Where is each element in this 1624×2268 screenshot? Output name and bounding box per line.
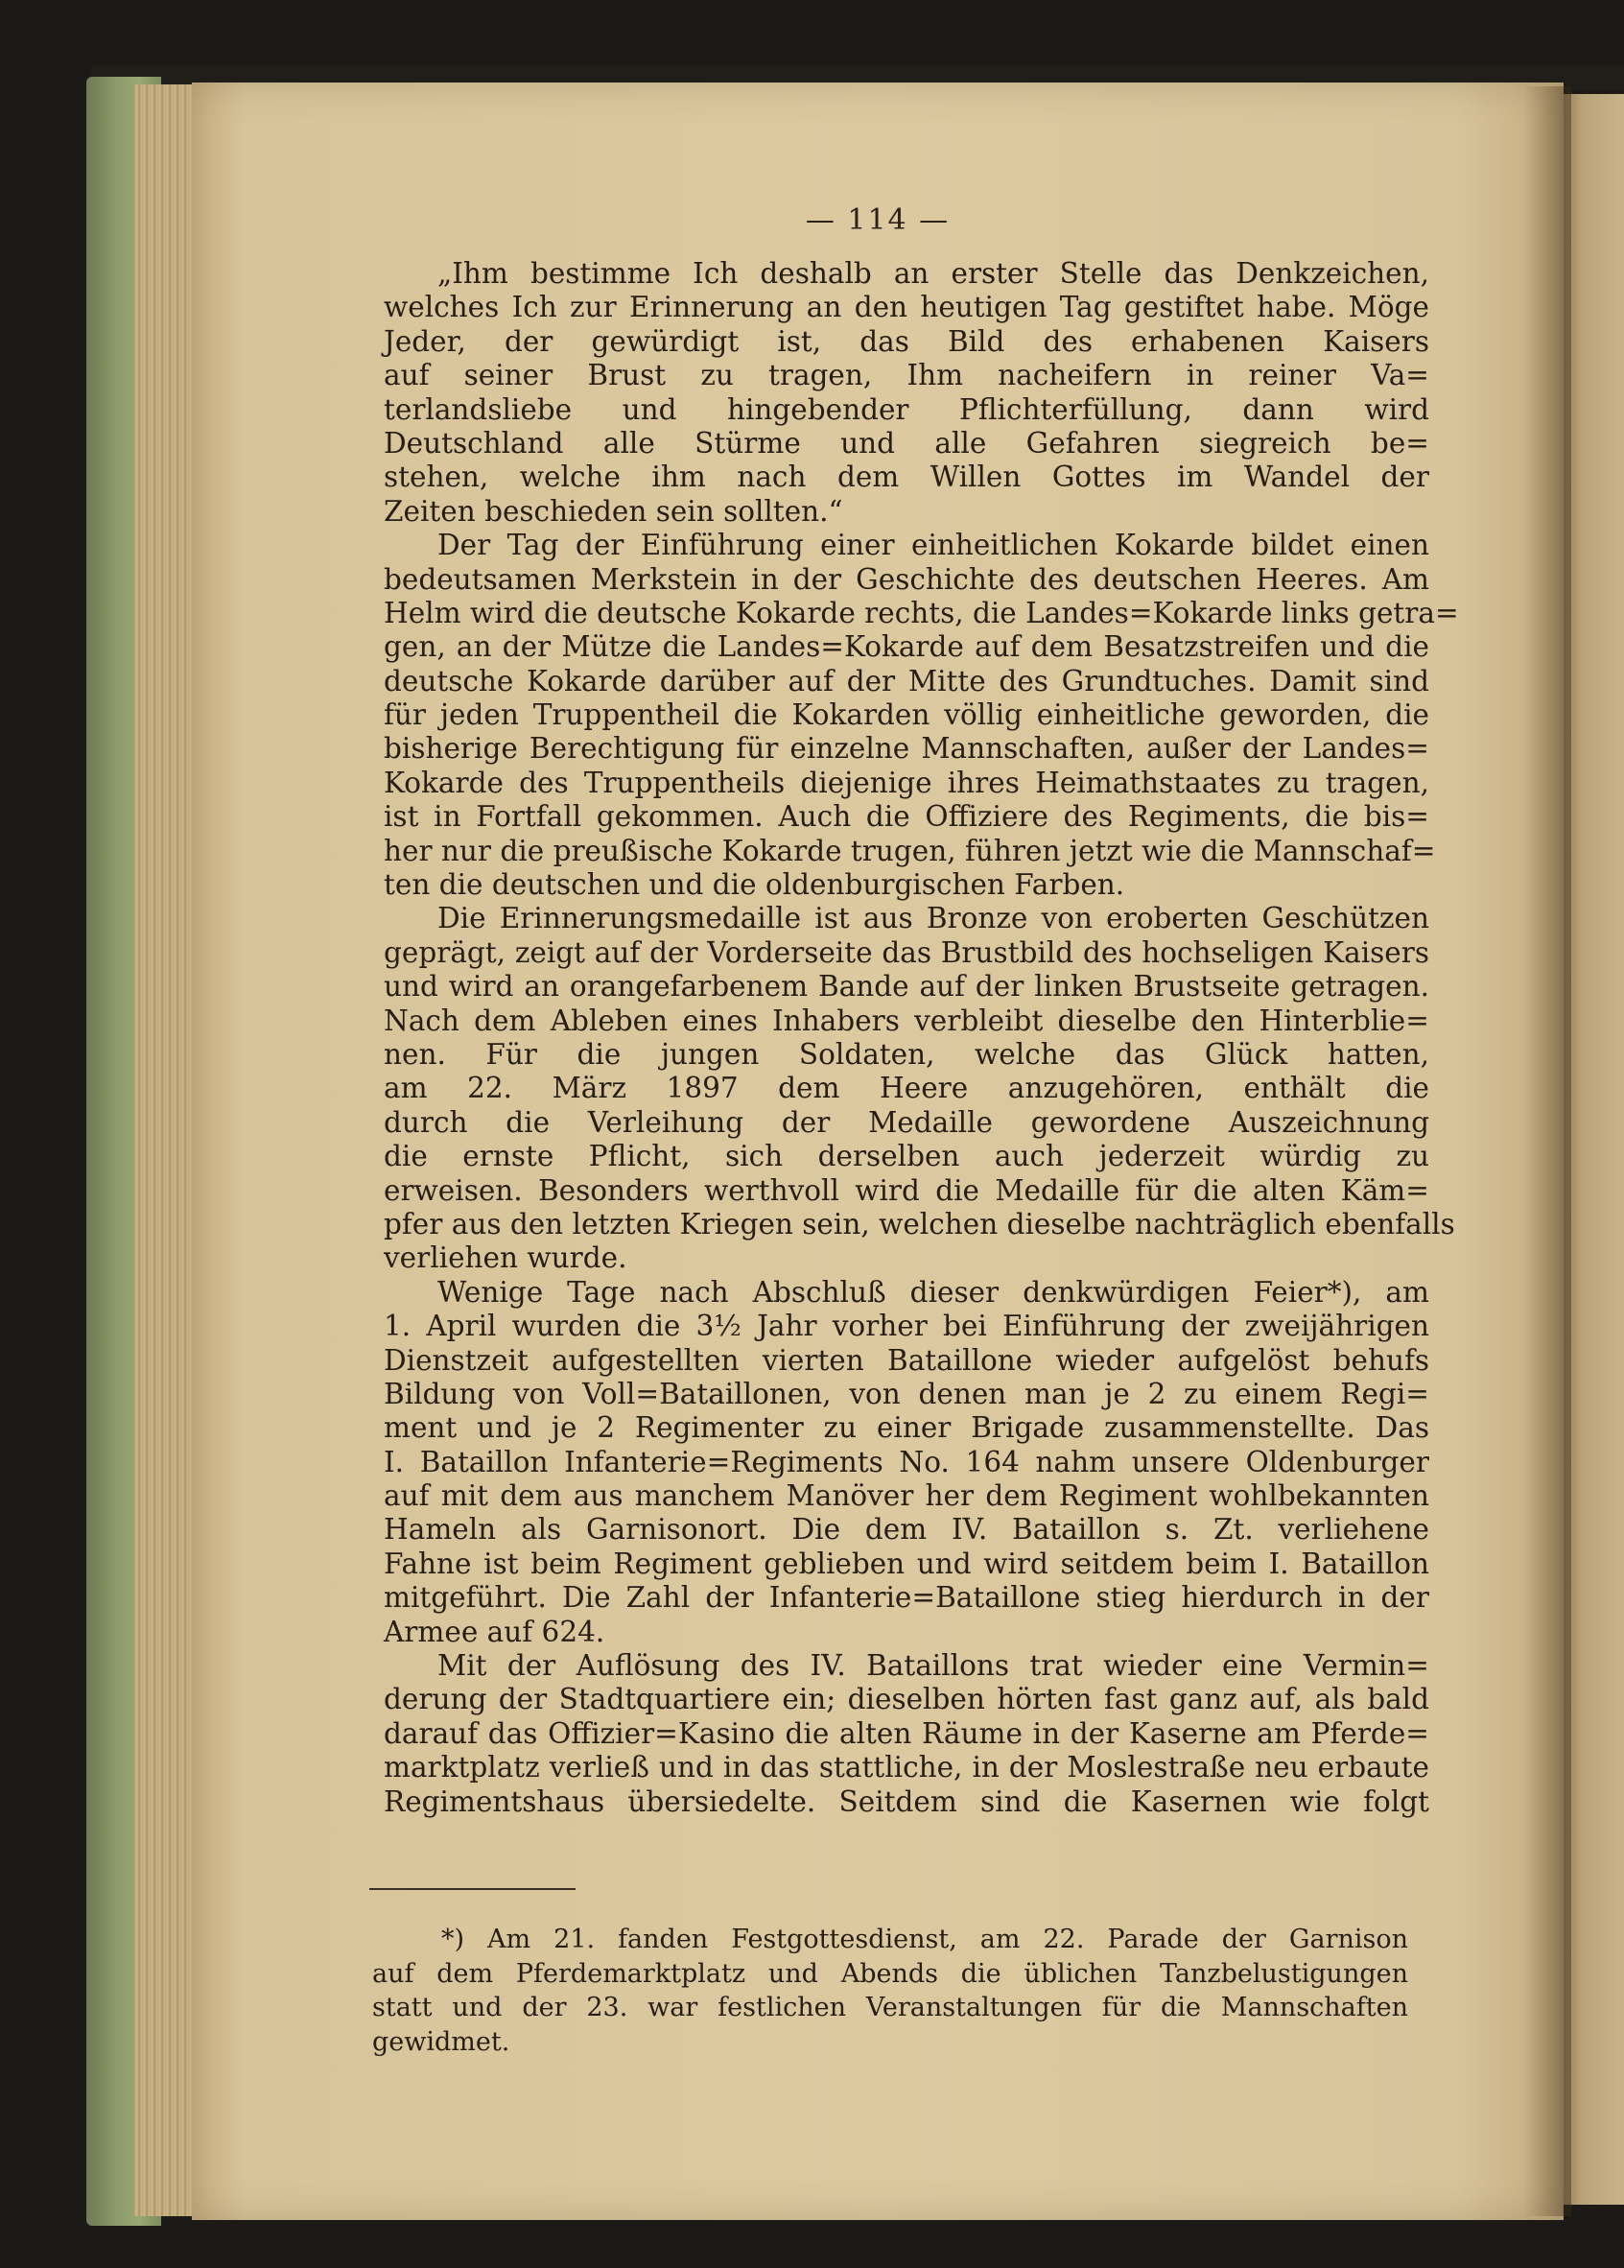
text-line: Der Tag der Einführung einer einheitlichen Kokarde bildet einen: [437, 529, 1429, 562]
text-line: Wenige Tage nach Abschluß dieser denkwürdigen Feier*), am: [437, 1275, 1429, 1309]
text-line: pfer aus den letzten Kriegen sein, welchen dieselbe nachträglich ebenfalls: [384, 1207, 1455, 1240]
text-line: deutsche Kokarde darüber auf der Mitte des Grundtuches. Damit sind: [384, 664, 1429, 697]
text-line: Deutschland alle Stürme und alle Gefahren siegreich be=: [384, 426, 1429, 460]
text-line: Die Erinnerungsmedaille ist aus Bronze von eroberten Geschützen: [437, 902, 1429, 935]
text-line: Armee auf 624.: [384, 1615, 605, 1648]
text-line: Nach dem Ableben eines Inhabers verbleibt dieselbe den Hinterblie=: [384, 1004, 1429, 1037]
page-number: — 114 —: [805, 203, 951, 237]
footnote-line: auf dem Pferdemarktplatz und Abends die üblichen Tanzbelustigungen: [372, 1958, 1408, 1989]
text-line: Zeiten beschieden sein sollten.“: [384, 494, 843, 528]
text-line: Bildung von Voll=Bataillonen, von denen man je 2 zu einem Regi=: [384, 1377, 1429, 1410]
text-line: „Ihm bestimme Ich deshalb an erster Stelle das Denkzeichen,: [437, 257, 1429, 290]
text-line: auf mit dem aus manchem Manöver her dem Regiment wohlbekannten: [384, 1479, 1429, 1513]
text-line: her nur die preußische Kokarde trugen, führen jetzt wie die Mannschaf=: [384, 834, 1436, 867]
text-line: durch die Verleihung der Medaille gewordene Auszeichnung: [384, 1105, 1429, 1139]
footnote-line: statt und der 23. war festlichen Veranstaltungen für die Mannschaften: [372, 1993, 1408, 2022]
text-line: Hameln als Garnisonort. Die dem IV. Bataillon s. Zt. verliehene: [384, 1513, 1429, 1547]
text-line: darauf das Offizier=Kasino die alten Räume in der Kaserne am Pferde=: [384, 1716, 1429, 1750]
text-line: derung der Stadtquartiere ein; dieselben hörten fast ganz auf, als bald: [384, 1683, 1429, 1716]
text-line: erweisen. Besonders werthvoll wird die Medaille für die alten Käm=: [384, 1173, 1429, 1207]
footnote: [372, 1923, 1408, 2059]
footnote-line: gewidmet.: [372, 2026, 510, 2057]
text-line: und wird an orangefarbenem Bande auf der linken Brustseite getragen.: [384, 970, 1429, 1004]
text-line: verliehen wurde.: [384, 1241, 627, 1275]
body-text: [384, 257, 1459, 1819]
text-line: bedeutsamen Merkstein in der Geschichte des deutschen Heeres. Am: [384, 562, 1429, 596]
text-line: marktplatz verließ und in das stattliche, in der Moslestraße neu erbaute: [384, 1751, 1429, 1784]
text-line: nen. Für die jungen Soldaten, welche das Glück hatten,: [384, 1037, 1429, 1071]
text-line: I. Bataillon Infanterie=Regiments No. 164 nahm unsere Oldenburger: [384, 1445, 1429, 1478]
text-line: Kokarde des Truppentheils diejenige ihres Heimathstaates zu tragen,: [384, 766, 1429, 799]
text-line: ment und je 2 Regimenter zu einer Brigade zusammenstellte. Das: [384, 1411, 1429, 1445]
text-line: gen, an der Mütze die Landes=Kokarde auf dem Besatzstreifen und die: [384, 630, 1429, 664]
footnote-line: *) Am 21. fanden Festgottesdienst, am 22. Parade der Garnison: [441, 1925, 1408, 1954]
text-line: stehen, welche ihm nach dem Willen Gottes im Wandel der: [384, 461, 1429, 494]
text-line: Regimentshaus übersiedelte. Seitdem sind die Kasernen wie folgt: [384, 1784, 1429, 1818]
text-line: Mit der Auflösung des IV. Bataillons trat wieder eine Vermin=: [437, 1649, 1429, 1683]
text-line: ist in Fortfall gekommen. Auch die Offiziere des Regiments, die bis=: [384, 800, 1429, 834]
text-line: für jeden Truppentheil die Kokarden völlig einheitliche geworden, die: [384, 698, 1429, 732]
text-line: Fahne ist beim Regiment geblieben und wird seitdem beim I. Bataillon: [384, 1547, 1429, 1580]
text-line: geprägt, zeigt auf der Vorderseite das Brustbild des hochseligen Kaisers: [384, 935, 1429, 969]
text-line: am 22. März 1897 dem Heere anzugehören, enthält die: [384, 1072, 1429, 1105]
text-line: ten die deutschen und die oldenburgischen Farben.: [384, 868, 1125, 902]
text-line: Dienstzeit aufgestellten vierten Bataillone wieder aufgelöst behufs: [384, 1343, 1429, 1377]
gutter-shadow: [1523, 86, 1571, 2216]
text-line: 1. April wurden die 3½ Jahr vorher bei Einführung der zweijährigen: [384, 1310, 1429, 1343]
footnote-separator: [369, 1888, 576, 1890]
text-line: terlandsliebe und hingebender Pflichterfüllung, dann wird: [384, 392, 1429, 426]
text-line: Jeder, der gewürdigt ist, das Bild des erhabenen Kaisers: [384, 324, 1429, 358]
text-line: Helm wird die deutsche Kokarde rechts, die Landes=Kokarde links getra=: [384, 596, 1459, 629]
text-line: mitgeführt. Die Zahl der Infanterie=Bataillone stieg hierdurch in der: [384, 1581, 1429, 1615]
text-line: bisherige Berechtigung für einzelne Mannschaften, außer der Landes=: [384, 732, 1429, 766]
text-line: welches Ich zur Erinnerung an den heutigen Tag gestiftet habe. Möge: [384, 291, 1429, 324]
text-line: auf seiner Brust zu tragen, Ihm nacheifern in reiner Va=: [384, 359, 1429, 392]
text-line: die ernste Pflicht, sich derselben auch jederzeit würdig zu: [384, 1140, 1429, 1173]
